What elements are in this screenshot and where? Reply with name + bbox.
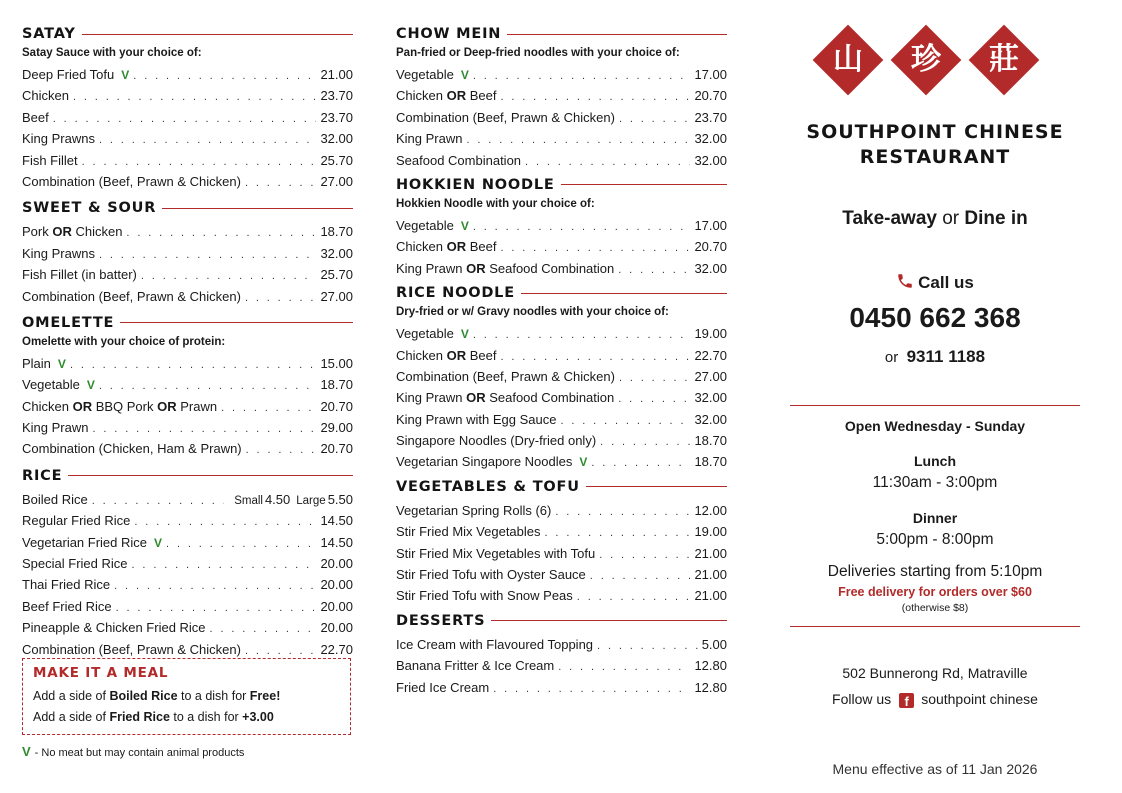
item-name: Vegetable <box>22 377 80 393</box>
dot-leader <box>500 87 690 108</box>
menu-item[interactable] <box>22 150 353 171</box>
meal-text-bold: Fried Rice <box>109 710 170 724</box>
menu-item[interactable] <box>22 553 353 574</box>
restaurant-logo <box>812 24 1062 96</box>
dot-leader <box>599 545 690 566</box>
section-title: SATAY <box>22 26 76 42</box>
item-price: 22.70 <box>320 641 353 657</box>
item-name: Plain <box>22 355 51 371</box>
menu-item[interactable] <box>396 543 727 564</box>
item-name: King Prawn with Egg Sauce <box>396 411 557 427</box>
logo-char: 山 <box>833 42 863 77</box>
dot-leader <box>99 130 316 151</box>
item-price: 23.70 <box>320 88 353 104</box>
item-price: 20.00 <box>320 556 353 572</box>
item-price: 20.00 <box>320 620 353 636</box>
follow-us <box>790 691 1080 708</box>
phone-main[interactable]: 0450 662 368 <box>849 302 1021 333</box>
service-or: or <box>936 208 965 229</box>
item-name: Thai Fried Rice <box>22 577 111 593</box>
dot-leader <box>53 109 317 130</box>
delivery-fee: (otherwise $8) <box>901 602 969 614</box>
menu-item[interactable] <box>396 215 727 236</box>
item-price: 32.00 <box>694 131 727 147</box>
divider <box>790 626 1080 627</box>
meal-line-fried-rice <box>33 707 340 728</box>
menu-item[interactable] <box>396 564 727 585</box>
item-name: Stir Fried Mix Vegetables with Tofu <box>396 545 596 561</box>
section-header-chow-mein <box>396 24 727 44</box>
legend-text: - No meat but may contain animal products <box>34 747 245 759</box>
item-price: 18.70 <box>694 433 727 449</box>
logo-diamond <box>890 24 960 96</box>
item-price: 32.00 <box>320 131 353 147</box>
size-label: Large <box>296 494 326 507</box>
meal-line-boiled-rice <box>33 686 340 707</box>
item-name: King Prawns <box>22 245 95 261</box>
menu-item[interactable] <box>396 64 727 85</box>
item-price: 27.00 <box>320 173 353 189</box>
menu-item[interactable] <box>396 85 727 106</box>
veg-mark: V <box>22 744 31 759</box>
item-name: Special Fried Rice <box>22 556 128 572</box>
lunch-hours: 11:30am - 3:00pm <box>872 474 998 491</box>
item-price: 5.00 <box>701 636 727 652</box>
phone-or: or <box>884 349 899 366</box>
dot-leader <box>466 130 690 151</box>
facebook-icon[interactable]: f <box>899 693 914 708</box>
item-price: 12.80 <box>694 658 727 674</box>
section-header-vegetables-tofu <box>396 477 727 497</box>
veg-mark: V <box>57 356 66 371</box>
dine-in-label: Dine in <box>964 208 1028 229</box>
dot-leader <box>619 109 691 130</box>
item-price: 32.00 <box>694 411 727 427</box>
section-rule <box>507 34 727 35</box>
dot-leader <box>166 534 316 555</box>
menu-item[interactable] <box>22 417 353 438</box>
item-price: 21.00 <box>694 545 727 561</box>
veg-mark: V <box>460 68 469 82</box>
section-header-sweet-sour <box>22 198 353 218</box>
item-name: Vegetable <box>396 67 454 82</box>
item-name: Chicken OR Beef <box>396 239 497 255</box>
restaurant-name <box>790 120 1080 170</box>
item-price: 18.70 <box>320 377 353 393</box>
phone-alt-line <box>790 347 1080 367</box>
item-name: Combination (Beef, Prawn & Chicken) <box>22 288 241 304</box>
dot-leader <box>73 87 316 108</box>
dot-leader <box>70 355 317 376</box>
item-name: King Prawn OR Seafood Combination <box>396 260 615 276</box>
dot-leader <box>560 411 690 432</box>
delivery-info: Deliveries starting from 5:10pm <box>827 563 1043 580</box>
section-header-desserts <box>396 611 727 631</box>
menu-item[interactable] <box>22 574 353 595</box>
dot-leader <box>618 389 690 410</box>
section-subtitle: Pan-fried or Deep-fried noodles with your choice of: <box>396 47 680 59</box>
meal-text-bold: Boiled Rice <box>109 689 178 703</box>
make-it-a-meal-box <box>22 658 351 735</box>
item-price: 25.70 <box>320 267 353 283</box>
item-name: Vegetarian Fried Rice <box>22 534 148 550</box>
section-header-satay <box>22 24 353 44</box>
dot-leader <box>619 368 691 389</box>
section-rule <box>120 322 353 323</box>
dot-leader <box>545 523 691 544</box>
menu-item[interactable] <box>396 387 727 408</box>
section-title: RICE NOODLE <box>396 285 515 302</box>
item-price: 32.00 <box>694 152 727 168</box>
item-name: Regular Fried Rice <box>22 513 131 529</box>
item-price: 20.70 <box>320 441 353 457</box>
section-rule <box>586 486 727 487</box>
free-delivery: Free delivery for orders over $60 <box>838 585 1032 599</box>
item-name: Singapore Noodles (Dry-fried only) <box>396 433 597 449</box>
menu-item[interactable] <box>22 243 353 264</box>
facebook-handle[interactable]: southpoint chinese <box>921 691 1038 707</box>
menu-item[interactable] <box>22 107 353 128</box>
dot-leader <box>133 66 316 87</box>
dot-leader <box>245 288 317 309</box>
item-name: Combination (Beef, Prawn & Chicken) <box>396 368 615 384</box>
section-title: CHOW MEIN <box>396 26 502 42</box>
item-price: 17.00 <box>694 67 727 82</box>
section-header-omelette <box>22 313 353 333</box>
phone-alt[interactable]: 9311 1188 <box>906 347 986 366</box>
menu-item[interactable] <box>22 617 353 638</box>
dot-leader <box>92 491 224 512</box>
dot-leader <box>99 376 317 397</box>
dot-leader <box>600 432 690 453</box>
menu-item[interactable] <box>396 366 727 387</box>
size-label: Small <box>234 494 263 507</box>
logo-char: 莊 <box>989 42 1019 77</box>
dot-leader <box>558 657 690 678</box>
dot-leader <box>134 512 316 533</box>
item-name: Combination (Beef, Prawn & Chicken) <box>396 109 615 125</box>
item-price: 14.50 <box>320 513 353 529</box>
dot-leader <box>473 217 691 238</box>
item-name: Beef Fried Rice <box>22 598 112 614</box>
menu-item[interactable] <box>22 64 353 85</box>
menu-item[interactable] <box>396 236 727 257</box>
item-name: Stir Fried Mix Vegetables <box>396 524 541 540</box>
dot-leader <box>82 152 317 173</box>
section-title: RICE <box>22 467 63 484</box>
follow-label: Follow us <box>832 691 892 707</box>
call-us <box>790 272 1080 293</box>
menu-item[interactable] <box>22 286 353 307</box>
phone-icon <box>896 272 914 290</box>
item-price: 12.80 <box>694 679 727 695</box>
item-price: 21.00 <box>694 588 727 604</box>
dot-leader <box>500 347 690 368</box>
menu-item[interactable] <box>22 489 353 510</box>
lunch-label: Lunch <box>914 453 956 469</box>
dot-leader <box>577 587 691 608</box>
item-price: 21.00 <box>694 567 727 583</box>
item-name: Fish Fillet <box>22 152 78 168</box>
item-name: Chicken OR Beef <box>396 88 497 104</box>
menu-item[interactable] <box>396 323 727 344</box>
dot-leader <box>590 566 691 587</box>
call-us-label: Call us <box>918 273 974 292</box>
divider <box>790 405 1080 406</box>
menu-item[interactable] <box>22 532 353 553</box>
dot-leader <box>493 679 690 700</box>
menu-item[interactable] <box>22 85 353 106</box>
menu-item[interactable] <box>396 585 727 606</box>
item-price: 32.00 <box>694 260 727 276</box>
veg-legend <box>22 744 244 759</box>
item-name: King Prawns <box>22 131 95 147</box>
item-name: Chicken OR BBQ Pork OR Prawn <box>22 398 218 414</box>
item-price: 32.00 <box>320 245 353 261</box>
veg-mark: V <box>121 68 130 82</box>
item-price: 20.00 <box>320 577 353 593</box>
item-price: 5.50 <box>327 491 353 507</box>
dot-leader <box>246 440 317 461</box>
section-header-hokkien-noodle <box>396 175 727 195</box>
item-price: 20.70 <box>694 239 727 255</box>
logo-diamond <box>812 24 882 96</box>
menu-item[interactable] <box>22 596 353 617</box>
item-name: King Prawn <box>396 131 463 147</box>
item-price: 20.00 <box>320 598 353 614</box>
restaurant-name-line: RESTAURANT <box>859 146 1011 168</box>
item-price: 18.70 <box>320 224 353 240</box>
logo-char: 珍 <box>911 42 941 77</box>
item-price: 14.50 <box>320 534 353 550</box>
section-header-rice <box>22 466 353 486</box>
dot-leader <box>597 636 698 657</box>
item-name: King Prawn OR Seafood Combination <box>396 390 615 406</box>
item-name: Chicken <box>22 88 69 104</box>
menu-item[interactable] <box>396 500 727 521</box>
menu-item[interactable] <box>396 677 727 698</box>
menu-item[interactable] <box>396 409 727 430</box>
section-title: OMELETTE <box>22 314 115 331</box>
item-price: 18.70 <box>694 454 727 470</box>
section-rule <box>561 184 727 185</box>
takeaway-label: Take-away <box>842 208 937 229</box>
logo-diamond <box>968 24 1038 96</box>
item-price: 20.70 <box>694 88 727 104</box>
section-rule <box>68 475 353 476</box>
menu-item[interactable] <box>396 655 727 676</box>
item-name: Banana Fritter & Ice Cream <box>396 658 555 674</box>
dot-leader <box>591 453 690 474</box>
menu-item[interactable] <box>22 639 353 660</box>
section-rule <box>82 34 353 35</box>
item-price: 19.00 <box>694 524 727 540</box>
dot-leader <box>500 238 690 259</box>
menu-item[interactable] <box>396 258 727 279</box>
section-subtitle: Satay Sauce with your choice of: <box>22 47 202 59</box>
section-subtitle: Hokkien Noodle with your choice of: <box>396 197 595 210</box>
item-price: 21.00 <box>320 67 353 82</box>
dot-leader <box>473 325 691 346</box>
section-title: DESSERTS <box>396 612 486 629</box>
item-price: 29.00 <box>320 420 353 436</box>
item-price: 20.70 <box>320 398 353 414</box>
menu-item[interactable] <box>22 374 353 395</box>
item-price: 17.00 <box>694 217 727 233</box>
open-days: Open Wednesday - Sunday <box>844 418 1026 434</box>
item-name: Vegetable <box>396 326 454 342</box>
dot-leader <box>126 223 316 244</box>
item-price: 25.70 <box>320 152 353 168</box>
section-rule <box>162 208 353 209</box>
menu-column-left <box>22 20 353 660</box>
section-header-rice-noodle <box>396 283 727 303</box>
menu-item[interactable] <box>396 451 727 472</box>
dot-leader <box>99 245 316 266</box>
menu-item[interactable] <box>396 345 727 366</box>
menu-item[interactable] <box>22 438 353 459</box>
section-subtitle: Dry-fried or w/ Gravy noodles with your choice of: <box>396 306 669 319</box>
menu-item[interactable] <box>396 128 727 149</box>
menu-item[interactable] <box>22 510 353 531</box>
dot-leader <box>245 173 317 194</box>
service-options <box>790 208 1080 230</box>
menu-item[interactable] <box>22 264 353 285</box>
menu-item[interactable] <box>396 150 727 171</box>
dot-leader <box>116 598 317 619</box>
item-name: Chicken OR Beef <box>396 347 497 363</box>
veg-mark: V <box>460 327 469 342</box>
dot-leader <box>132 555 317 576</box>
item-name: Pineapple & Chicken Fried Rice <box>22 620 206 636</box>
item-name: Beef <box>22 109 49 125</box>
menu-item[interactable] <box>22 396 353 417</box>
meal-text: to a dish for <box>177 689 250 703</box>
menu-item[interactable] <box>396 521 727 542</box>
item-price: 23.70 <box>320 109 353 125</box>
item-name: King Prawn <box>22 420 89 436</box>
menu-item[interactable] <box>396 107 727 128</box>
dot-leader <box>221 398 316 419</box>
item-price: 27.00 <box>320 288 353 304</box>
item-price: 27.00 <box>694 368 727 384</box>
item-price: 15.00 <box>320 355 353 371</box>
item-name: Fish Fillet (in batter) <box>22 267 137 283</box>
section-title: VEGETABLES & TOFU <box>396 478 580 495</box>
veg-mark: V <box>154 535 163 550</box>
dinner-label: Dinner <box>912 510 958 526</box>
dot-leader <box>473 66 691 87</box>
menu-item[interactable] <box>396 634 727 655</box>
item-price: 19.00 <box>694 326 727 342</box>
section-subtitle: Omelette with your choice of protein: <box>22 335 226 348</box>
dot-leader <box>114 576 316 597</box>
menu-effective-date: Menu effective as of 11 Jan 2026 <box>832 761 1038 777</box>
section-rule <box>521 293 727 294</box>
section-rule <box>491 620 727 621</box>
menu-item[interactable] <box>22 128 353 149</box>
item-name: Vegetable <box>396 217 454 233</box>
item-name: Pork OR Chicken <box>22 224 123 240</box>
restaurant-name-line: SOUTHPOINT CHINESE <box>806 121 1064 143</box>
menu-column-middle <box>396 20 727 698</box>
item-name: Combination (Beef, Prawn & Chicken) <box>22 173 241 189</box>
item-name: Boiled Rice <box>22 491 88 507</box>
item-name: Combination (Beef, Prawn & Chicken) <box>22 641 241 657</box>
veg-mark: V <box>579 455 588 470</box>
veg-mark: V <box>460 218 469 233</box>
item-price: 23.70 <box>694 109 727 125</box>
item-price: 4.50 <box>264 491 291 507</box>
veg-mark: V <box>86 378 95 393</box>
dot-leader <box>618 260 690 281</box>
item-name: Deep Fried Tofu <box>22 67 115 82</box>
item-name: Stir Fried Tofu with Snow Peas <box>396 588 573 604</box>
meal-text: to a dish for <box>169 710 243 724</box>
menu-item[interactable] <box>396 430 727 451</box>
section-title: HOKKIEN NOODLE <box>396 176 555 193</box>
address: 502 Bunnerong Rd, Matraville <box>842 665 1028 681</box>
meal-price: +3.00 <box>242 710 274 724</box>
item-name: Vegetarian Singapore Noodles <box>396 454 573 470</box>
item-price: 32.00 <box>694 390 727 406</box>
item-name: Stir Fried Tofu with Oyster Sauce <box>396 567 586 583</box>
section-title: SWEET & SOUR <box>22 200 157 217</box>
menu-item[interactable] <box>22 171 353 192</box>
item-name: Fried Ice Cream <box>396 679 490 695</box>
dot-leader <box>210 619 317 640</box>
item-name: Vegetarian Spring Rolls (6) <box>396 502 552 518</box>
meal-text: Add a side of <box>33 689 110 703</box>
dot-leader <box>555 502 690 523</box>
dot-leader <box>92 419 316 440</box>
menu-item[interactable] <box>22 221 353 242</box>
item-name: Seafood Combination <box>396 152 522 168</box>
meal-text: Add a side of <box>33 710 110 724</box>
menu-item[interactable] <box>22 353 353 374</box>
item-price: 22.70 <box>694 347 727 363</box>
dot-leader <box>525 152 690 173</box>
meal-price: Free! <box>249 689 281 703</box>
meal-title: MAKE IT A MEAL <box>33 665 169 681</box>
item-name: Ice Cream with Flavoured Topping <box>396 636 594 652</box>
item-price: 12.00 <box>694 502 727 518</box>
item-name: Combination (Chicken, Ham & Prawn) <box>22 441 242 457</box>
dot-leader <box>141 266 317 287</box>
dinner-hours: 5:00pm - 8:00pm <box>876 531 994 548</box>
